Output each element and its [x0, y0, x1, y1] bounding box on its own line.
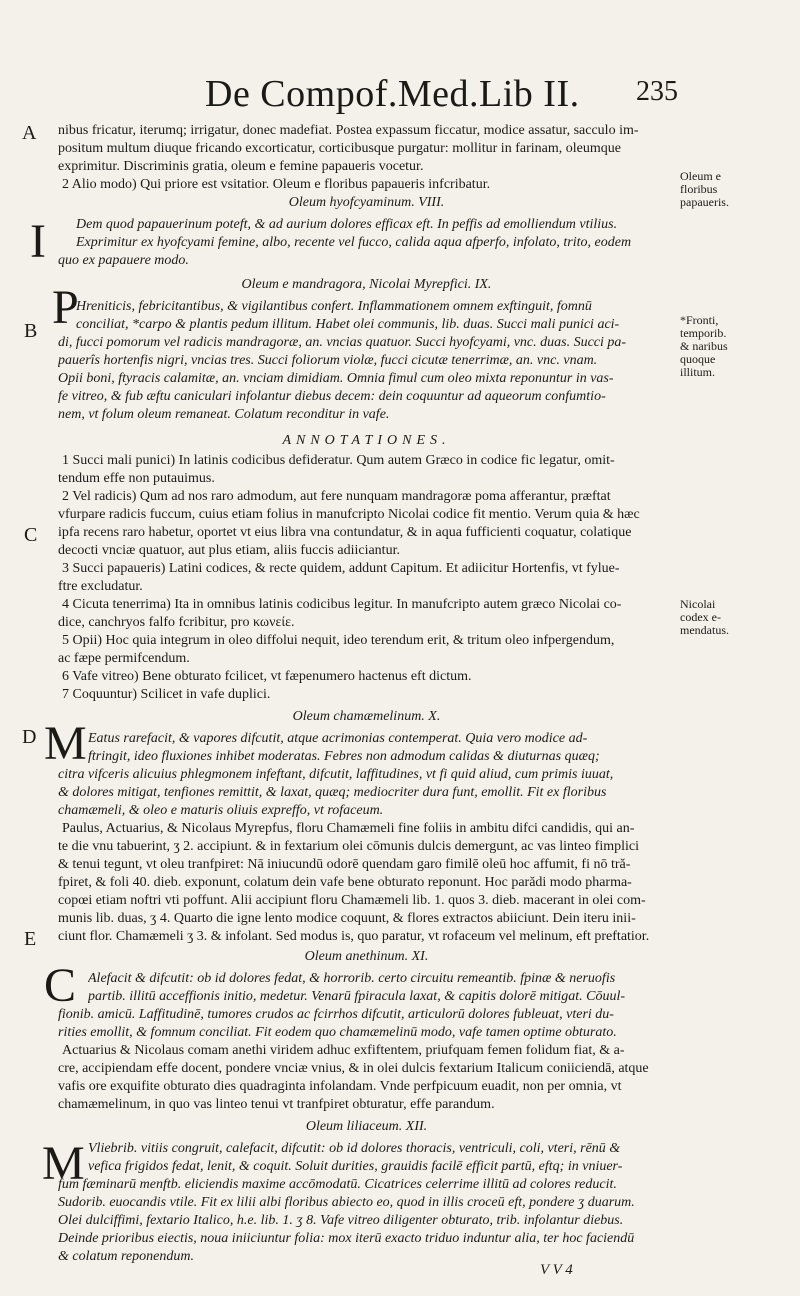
margin-note-line: *Fronti, [680, 313, 719, 327]
text-line: & colatum reponendum. [58, 1249, 194, 1264]
text-line: quo ex papauere modo. [58, 253, 189, 268]
annotationes-heading: ANNOTATIONES. [282, 433, 451, 448]
text-line: chamæmelinum, in quo vas linteo tenui vt tranfpiret obturatur, effe parandum. [58, 1097, 495, 1112]
text-line: & dolores mitigat, tenfiones remittit, & laxat, quæq; mediocriter dura funt, emollit. Fit ex floribus [58, 785, 607, 800]
text-line: rities emollit, & fomnum conciliat. Fit eodem quo chamæmelinū modo, vafe tamen optime obturato. [58, 1025, 617, 1040]
text-line: vfurpare radicis fuccum, cuius etiam folius in manufcripto Nicolai codice fit mentio. Verum quia & hæc [58, 507, 640, 522]
margin-letter-c: C [24, 524, 38, 546]
text-line: di, fucci pomorum vel radicis mandragoræ, an. vncias quatuor. Succi hyofcyami, vnc. duas. Succi pa- [58, 335, 627, 350]
text-line: 6 Vafe vitreo) Bene obturato fcilicet, vt fæpenumero hactenus eft dictum. [62, 669, 472, 684]
margin-note-oleum-e-floribus [680, 170, 729, 209]
margin-letter-b: B [24, 320, 38, 342]
text-line: Actuarius & Nicolaus comam anethi viridem adhuc exfiftentem, priufquam femen folidum fiat, & a- [62, 1043, 625, 1058]
margin-note-line: quoque [680, 352, 716, 366]
text-line: 2 Alio modo) Qui priore est vsitatior. Oleum e floribus papaueris infcribatur. [62, 177, 491, 192]
signature-mark: V V 4 [540, 1262, 573, 1278]
margin-note-line: & naribus [680, 339, 728, 353]
text-line: & tenui tegunt, vt oleu tranfpiret: Nā iniucundū odorē quendam garo fimilē oleū hoc affumit, fi nō tră- [58, 857, 631, 872]
text-line: copœi etiam noftri vti poffunt. Alii accipiunt floru Chamæmeli lib. 1. quos 3. dieb. macerant in olei com- [58, 893, 646, 908]
margin-note-line: illitum. [680, 365, 716, 379]
text-line: Alefacit & difcutit: ob id dolores fedat, & horrorib. certo circuitu remeantib. fpinæ & neruofis [88, 971, 616, 986]
text-line: pauerîs hortenfis nigri, vncias tres. Succi foliorum violæ, fucci cicutæ tenerrimæ, an. vnc. vnam. [58, 353, 598, 368]
section-heading: Oleum e mandragora, Nicolai Myrepfici. IX. [241, 277, 492, 292]
text-line: nem, vt folum oleum remaneat. Colatum reconditur in vafe. [58, 407, 390, 422]
text-line: Exprimitur ex hyofcyami femine, albo, recente vel fucco, calida aqua afperfo, infolato, trito, eodem [76, 235, 632, 250]
running-header [0, 72, 800, 120]
text-line: ipfa recens raro habetur, oportet vt eius libra vna contundatur, & in aqua fufficienti coquatur, colatique [58, 525, 632, 540]
text-line: fpiret, & foli 40. dieb. exponunt, colatum dein vafe bene obturato reponunt. Hoc parădi modo pharma- [58, 875, 632, 890]
text-line: ciunt flor. Chamæmeli ʒ 3. & infolant. Sed modus is, quo paratur, vt rofaceum vel melinum, eft preftatior. [58, 929, 650, 944]
text-line: chamæmeli, & oleo e maturis oliuis expreffo, vt rofaceum. [58, 803, 384, 818]
text-line: munis lib. duas, ʒ 4. Quarto die igne lento modice coquunt, & flores extractos abiiciunt. Dein iteru inii- [58, 911, 636, 926]
text-line: 1 Succi mali punici) In latinis codicibus defideratur. Qum autem Græco in codice fic legatur, omit- [62, 453, 615, 468]
margin-letter-e: E [24, 928, 37, 950]
text-line: ftre excludatur. [58, 579, 143, 594]
drop-cap-m: M [42, 1137, 85, 1190]
text-line: 5 Opii) Hoc quia integrum in oleo diffolui nequit, ideo terendum erit, & tritum oleo infpergendum, [62, 633, 615, 648]
margin-letter-d: D [22, 726, 37, 748]
page-number: 235 [636, 76, 678, 107]
section-heading: Oleum anethinum. XI. [304, 949, 429, 964]
margin-letter-a: A [22, 122, 37, 144]
margin-note-line: floribus [680, 182, 718, 196]
margin-note-nicolai [680, 598, 729, 637]
text-line: nibus fricatur, iterumq; irrigatur, donec madefiat. Postea expassum ficcatur, modice assatur, sacculo im- [58, 123, 639, 138]
text-line: Eatus rarefacit, & vapores difcutit, atque acrimonias contemperat. Quia vero modice ad- [88, 731, 588, 746]
text-line: Opii boni, ftyracis calamitæ, an. vnciam dimidiam. Omnia fimul cum oleo mixta reponuntur in vas- [58, 371, 614, 386]
text-line: exprimitur. Discriminis gratia, oleum e femine papaueris vocetur. [58, 159, 424, 174]
drop-cap-c: C [44, 959, 77, 1012]
drop-cap-m: M [44, 717, 87, 770]
text-line: dice, canchryos falfo fcribitur, pro κωνείε. [58, 615, 295, 630]
margin-note-line: temporib. [680, 326, 727, 340]
section-heading: Oleum liliaceum. XII. [305, 1119, 428, 1134]
text-line: ac fæpe permifcendum. [58, 651, 190, 666]
text-line: vafis ore exquifite obturato dies quadraginta infolandam. Vnde perfpicuum euadit, non per omnia, vt [58, 1079, 622, 1094]
page-title: De Compof.Med.Lib II. [205, 73, 580, 115]
text-line: positum multum diuque fricando excorticatur, corticibusque purgatur: mollitur in farinam, oleumque [58, 141, 621, 156]
text-line: Olei dulciffimi, fextario Italico, h.e. lib. 1. ʒ 8. Vafe vitreo diligenter obturato, trib. infolantur diebus. [58, 1213, 624, 1228]
text-line: citra vifceris alicuius phlegmonem infeftant, difcutit, laffitudines, vt fi quid aliud, cum primis iuuat, [58, 767, 614, 782]
text-line: Deinde prioribus eiectis, noua iniiciuntur folia: mox iterū exacto triduo induntur alia, ter hoc faciendū [58, 1231, 635, 1246]
text-line: cre, accipiendam effe docent, pondere vnciæ vnius, & in olei dulcis fextarium Italicum coniiciendā, atque [58, 1061, 649, 1076]
margin-note-line: Oleum e [680, 169, 721, 183]
margin-note-line: mendatus. [680, 623, 729, 637]
text-line: fum fæminarū menftb. eliciendis maxime accōmodatū. Cicatrices celerrime illitū ad colores reducit. [58, 1177, 617, 1192]
text-line: 2 Vel radicis) Qum ad nos raro admodum, aut fere nunquam mandragoræ poma afferantur, præftat [62, 489, 611, 504]
text-line: fionib. amicū. Laffitudinē, tumores crudos ac fcirrhos difcutit, articulorū dolores fubleuat, vteri du- [58, 1007, 614, 1022]
text-line: Hreniticis, febricitantibus, & vigilantibus confert. Inflammationem omnem exftinguit, fomnū [76, 299, 592, 314]
text-line: vefica frigidos fedat, lenit, & coquit. Soluit durities, grauidis facilē efficit partū, eftq; in vniuer- [88, 1159, 623, 1174]
text-line: decocti vnciæ quatuor, aut plus etiam, aliis fuccis adiiciantur. [58, 543, 400, 558]
section-heading: Oleum hyofcyaminum. VIII. [288, 195, 445, 210]
text-line: Sudorib. euocandis vtile. Fit ex lilii albi floribus abiecto eo, quod in illis croceū eft, pondere ʒ duarum. [58, 1195, 635, 1210]
text-line: 4 Cicuta tenerrima) Ita in omnibus latinis codicibus legitur. In manufcripto autem græco Nicolai co- [62, 597, 622, 612]
text-line: te die vnu tabuerint, ʒ 2. accipiunt. & in fextarium olei cōmunis dulcis demergunt, ac vas linteo fimplici [58, 839, 639, 854]
text-line: Vliebrib. vitiis congruit, calefacit, difcutit: ob id dolores thoracis, ventriculi, coli, vteri, rēnū & [88, 1141, 621, 1156]
text-line: conciliat, *carpo & plantis pedum illitum. Habet olei communis, lib. duas. Succi mali punici aci- [76, 317, 620, 332]
text-line: ftringit, ideo fluxiones inhibet moderatas. Febres non admodum calidas & diuturnas quæq; [88, 749, 600, 764]
margin-note-line: codex e- [680, 610, 721, 624]
text-line: 7 Coquuntur) Scilicet in vafe duplici. [62, 687, 271, 702]
text-line: 3 Succi papaueris) Latini codices, & recte quidem, addunt Capitum. Et adiicitur Hortenfis, vt fylue- [62, 561, 620, 576]
margin-note-line: papaueris. [680, 195, 729, 209]
margin-note-line: Nicolai [680, 597, 716, 611]
text-line: tendum effe non putauimus. [58, 471, 215, 486]
drop-cap-p: P [52, 281, 79, 334]
text-line: fe vitreo, & fub æftu caniculari infolantur diebus decem: dein coquuntur ad aqueorum confumtio- [58, 389, 606, 404]
drop-cap-i: I [30, 215, 46, 268]
section-heading: Oleum chamæmelinum. X. [292, 709, 441, 724]
text-line: partib. illitū acceffionis initio, medetur. Venarū fpiracula laxat, & capitis dolorē mitigat. Cōuul- [88, 989, 626, 1004]
text-line: Dem quod papauerinum poteft, & ad aurium dolores efficax eft. In peffis ad emolliendum vtilius. [76, 217, 618, 232]
text-line: Paulus, Actuarius, & Nicolaus Myrepfus, floru Chamæmeli fine foliis in ambitu difci candidis, qui an- [62, 821, 635, 836]
